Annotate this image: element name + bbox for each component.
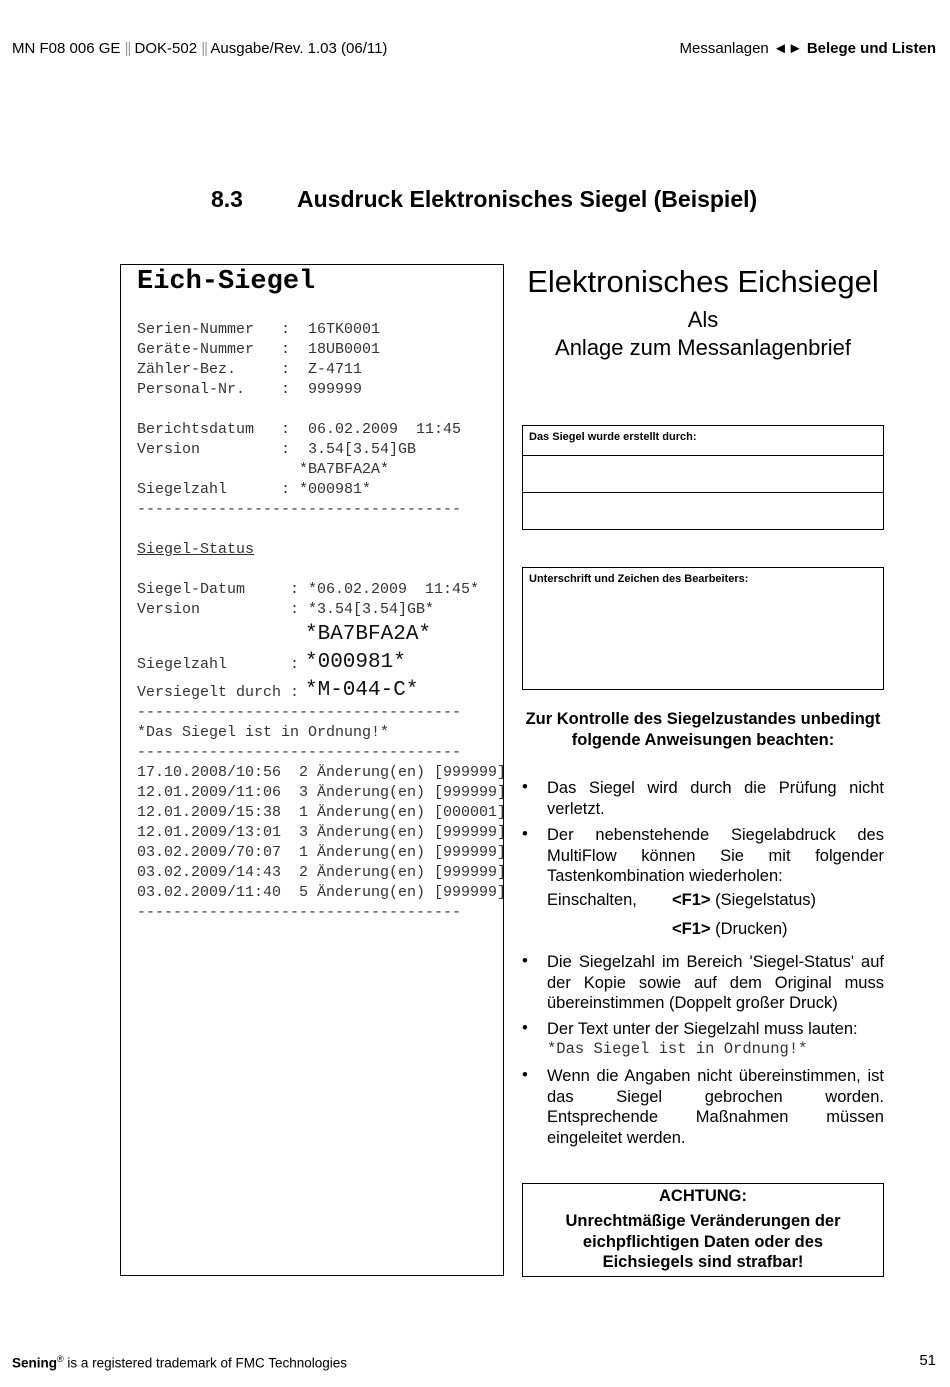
signature-label: Unterschrift und Zeichen des Bearbeiters: [529, 573, 749, 585]
breadcrumb-subsection: Belege und Listen [806, 40, 936, 57]
key-combo-suffix: (Siegelstatus) [715, 891, 817, 909]
bullet-icon: • [522, 778, 528, 796]
separator: || [201, 40, 208, 57]
change-log-row: 12.01.2009/11:06 3 Änderung(en) [999999] [137, 784, 507, 801]
key-f1: <F1> [672, 920, 711, 938]
instruction-item: Der Text unter der Siegelzahl muss lauten: [547, 1020, 858, 1038]
receipt-line: Version : 3.54[3.54]GB [137, 441, 417, 458]
receipt-line: Version : *3.54[3.54]GB* [137, 601, 435, 618]
receipt-line: Siegel-Datum : *06.02.2009 11:45* [137, 581, 480, 598]
breadcrumb-section: Messanlagen [679, 40, 769, 57]
change-log-row: 12.01.2009/13:01 3 Änderung(en) [999999] [137, 824, 507, 841]
receipt-line: Serien-Nummer : 16TK0001 [137, 321, 381, 338]
created-by-box [522, 425, 884, 530]
breadcrumb [680, 40, 936, 57]
bullet-icon: • [522, 952, 528, 970]
doc-id: MN F08 006 GE [12, 40, 121, 57]
divider [523, 455, 883, 456]
receipt-line: Geräte-Nummer : 18UB0001 [137, 341, 381, 358]
signature-box [522, 567, 884, 690]
key-f1: <F1> [672, 891, 711, 909]
receipt-line: Personal-Nr. : 999999 [137, 381, 363, 398]
instruction-item: Das Siegel wird durch die Prüfung nicht verletzt. [547, 779, 884, 818]
receipt-printout [120, 264, 507, 1276]
key-combo-line [672, 920, 788, 939]
registered-mark: ® [57, 1354, 64, 1364]
change-log-row: 03.02.2009/11:40 5 Änderung(en) [999999] [137, 884, 507, 901]
instruction-item: Die Siegelzahl im Bereich 'Siegel-Status' auf der Kopie sowie auf dem Original muss übereinstimmen (Doppelt großer Druck) [547, 953, 884, 1012]
change-log-row: 12.01.2009/15:38 1 Änderung(en) [000001] [137, 804, 507, 821]
warning-box [522, 1183, 884, 1277]
divider [523, 492, 883, 493]
bullet-icon: • [522, 1019, 528, 1037]
receipt-line: *BA7BFA2A* [137, 461, 390, 478]
receipt-line: Versiegelt durch : [137, 684, 300, 701]
receipt-line: Siegelzahl : *000981* [137, 481, 372, 498]
instruction-item: Der nebenstehende Siegelabdruck des MultiFlow können Sie mit folgender Tastenkombination wiederholen: [547, 826, 884, 885]
change-log-row: 03.02.2009/70:07 1 Änderung(en) [999999] [137, 844, 507, 861]
warning-text: Unrechtmäßige Veränderungen der eichpflichtigen Daten oder des Eichsiegels sind strafbar! [565, 1212, 841, 1271]
receipt-status-text: *Das Siegel ist in Ordnung!* [137, 724, 390, 741]
receipt-title: Eich-Siegel [137, 267, 316, 297]
doc-number: DOK-502 [134, 40, 198, 57]
created-by-label: Das Siegel wurde erstellt durch: [529, 431, 697, 443]
receipt-divider: ------------------------------------ [137, 904, 462, 921]
bullet-icon: • [522, 1066, 528, 1084]
receipt-divider: ------------------------------------ [137, 501, 462, 518]
breadcrumb-arrows-icon: ◄► [772, 40, 803, 57]
receipt-divider: ------------------------------------ [137, 704, 462, 721]
instruction-item: Wenn die Angaben nicht übereinstimmen, ist das Siegel gebrochen worden. Entsprechende Maßnahmen müssen eingeleitet werden. [547, 1067, 884, 1147]
receipt-divider: ------------------------------------ [137, 744, 462, 761]
sealed-by-large: *M-044-C* [305, 679, 419, 702]
change-log-row: 17.10.2008/10:56 2 Änderung(en) [999999] [137, 764, 507, 781]
seal-number-large: *000981* [305, 651, 406, 674]
footer-trademark [12, 1354, 347, 1371]
receipt-line: Zähler-Bez. : Z-4711 [137, 361, 363, 378]
instructions-heading: Zur Kontrolle des Siegelzustandes unbedingt folgende Anweisungen beachten: [525, 710, 881, 749]
warning-heading: ACHTUNG: [659, 1187, 747, 1205]
footer-brand: Sening [12, 1355, 58, 1371]
receipt-line: Siegelzahl : [137, 656, 300, 673]
key-combo-line [672, 891, 816, 910]
doc-revision: Ausgabe/Rev. 1.03 (06/11) [210, 40, 388, 57]
right-title: Elektronisches Eichsiegel [527, 264, 879, 299]
key-combo-suffix: (Drucken) [715, 920, 788, 938]
doc-reference [12, 40, 387, 57]
key-combo-line [547, 891, 637, 910]
right-subtitle: Als [687, 307, 719, 332]
right-subtitle: Anlage zum Messanlagenbrief [555, 335, 851, 360]
separator: || [124, 40, 131, 57]
seal-checksum-large: *BA7BFA2A* [305, 623, 432, 646]
footer-text: is a registered trademark of FMC Technologies [63, 1355, 348, 1371]
section-title: Ausdruck Elektronisches Siegel (Beispiel) [297, 186, 758, 212]
change-log-row: 03.02.2009/14:43 2 Änderung(en) [999999] [137, 864, 507, 881]
siegel-status-heading: Siegel-Status [137, 541, 255, 558]
key-combo-prefix: Einschalten, [547, 891, 637, 909]
section-number: 8.3 [211, 186, 243, 212]
bullet-icon: • [522, 825, 528, 843]
status-text-example: *Das Siegel ist in Ordnung!* [547, 1040, 808, 1058]
receipt-line: Berichtsdatum : 06.02.2009 11:45 [137, 421, 462, 438]
page-number: 51 [919, 1352, 936, 1369]
